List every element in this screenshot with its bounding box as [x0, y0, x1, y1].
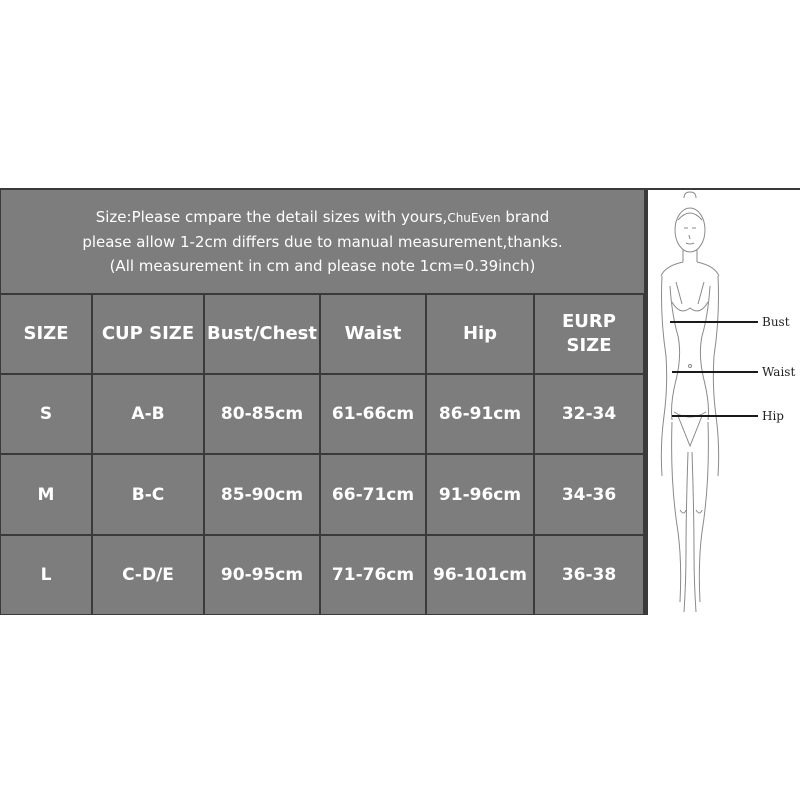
hip-label: Hip [762, 409, 784, 423]
header-cup-size: CUP SIZE [93, 295, 203, 373]
cell-bust-l: 90-95cm [205, 536, 319, 614]
cell-size-l: L [1, 536, 91, 614]
waist-label: Waist [762, 365, 796, 379]
cell-cup-m: B-C [93, 455, 203, 534]
cell-size-s: S [1, 375, 91, 453]
cell-cup-l: C-D/E [93, 536, 203, 614]
size-note [1, 190, 644, 293]
cell-bust-m: 85-90cm [205, 455, 319, 534]
cell-hip-s: 86-91cm [427, 375, 533, 453]
cell-eurp-s: 32-34 [535, 375, 643, 453]
shoulders-icon [661, 262, 719, 276]
header-size: SIZE [1, 295, 91, 373]
cell-cup-s: A-B [93, 375, 203, 453]
cell-hip-l: 96-101cm [427, 536, 533, 614]
left-arm-icon [661, 276, 666, 476]
size-table-area [0, 188, 646, 615]
bust-label: Bust [762, 315, 790, 329]
bust-line-icon [672, 302, 708, 311]
note-line-1: Size:Please cmpare the detail sizes with yours,ChuEven brand [95, 208, 550, 226]
note-line-2: please allow 1-2cm differs due to manual measurement,thanks. [82, 233, 563, 251]
size-chart [0, 188, 800, 615]
body-figure-illustration [648, 190, 800, 615]
header-bust-chest: Bust/Chest [205, 295, 319, 373]
right-arm-icon [713, 276, 718, 476]
body-measurement-figure [648, 190, 800, 615]
left-leg-icon [672, 422, 681, 602]
size-table [1, 295, 646, 615]
header-waist: Waist [321, 295, 425, 373]
brand-name: ChuEven [447, 211, 501, 225]
hair-bun-icon [684, 192, 696, 198]
cell-waist-m: 66-71cm [321, 455, 425, 534]
cell-bust-s: 80-85cm [205, 375, 319, 453]
header-hip: Hip [427, 295, 533, 373]
head-icon [675, 208, 705, 252]
cell-waist-s: 61-66cm [321, 375, 425, 453]
cell-size-m: M [1, 455, 91, 534]
cell-eurp-l: 36-38 [535, 536, 643, 614]
header-eurp-size: EURP SIZE [535, 295, 643, 373]
cell-hip-m: 91-96cm [427, 455, 533, 534]
cell-eurp-m: 34-36 [535, 455, 643, 534]
cell-waist-l: 71-76cm [321, 536, 425, 614]
note-line-3: (All measurement in cm and please note 1cm=0.39inch) [109, 257, 536, 275]
